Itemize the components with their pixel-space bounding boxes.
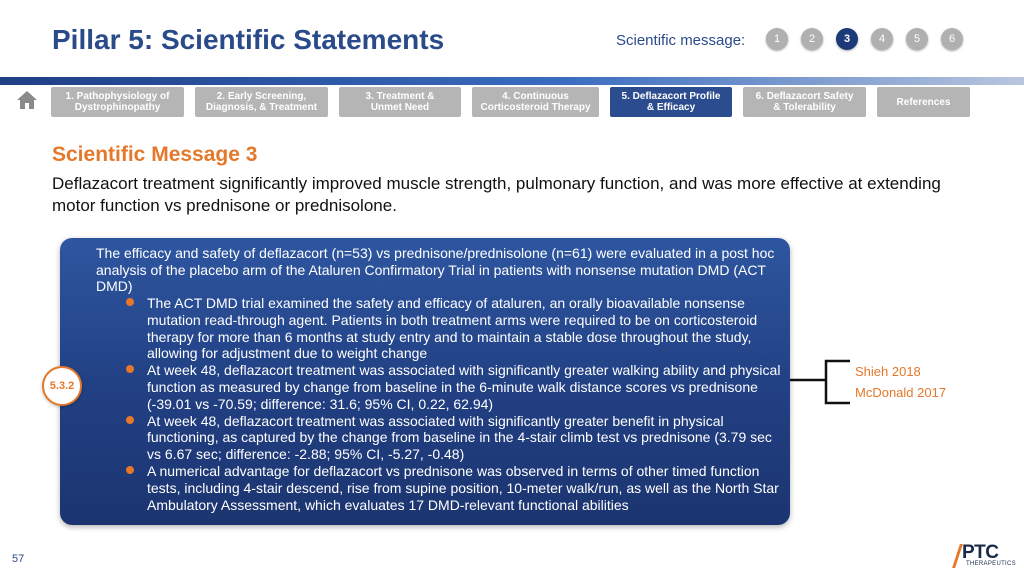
tab-label: 3. Treatment & Unmet Need (365, 91, 435, 113)
bullet-text: At week 48, deflazacort treatment was associated with significantly greater walking ability and physical function as measured by change from baseline in the 6-minute walk distance scores vs prednisone (-39.01 vs -70.59; difference: 31.6; 95% CI, 0.22, 62.94) (147, 362, 781, 412)
reference-link-shieh[interactable]: Shieh 2018 (855, 364, 921, 379)
scientific-message-heading: Scientific Message 3 (52, 143, 258, 166)
tab-label: 1. Pathophysiology of Dystrophinopathy (65, 91, 170, 113)
bullet-text: A numerical advantage for deflazacort vs prednisone was observed in terms of other timed function tests, including 4-stair descend, rise from supine position, 10-meter walk/run, as well as the North Star Ambulatory Assessment, which evaluates 17 DMD-relevant functional abilities (147, 462, 779, 513)
tab-label: 2. Early Screening, Diagnosis, & Treatment (205, 91, 318, 113)
list-item (126, 362, 786, 412)
tab-deflazacort-profile[interactable] (610, 87, 732, 117)
tab-treatment-unmet-need[interactable] (339, 87, 461, 117)
reference-link-mcdonald[interactable]: McDonald 2017 (855, 385, 947, 400)
tab-pathophysiology[interactable] (51, 87, 184, 117)
header-divider-bar (0, 77, 1024, 85)
message-3-button[interactable]: 3 (836, 28, 858, 50)
message-4-button[interactable]: 4 (871, 28, 893, 50)
message-1-button[interactable]: 1 (766, 28, 788, 50)
list-item (126, 295, 786, 362)
reference-bracket-icon (790, 355, 850, 411)
scientific-statement: Deflazacort treatment significantly improved muscle strength, pulmonary function, and was more effective at extending motor function vs prednisone or prednisolone. (52, 174, 941, 215)
logo-text: PTC (962, 542, 999, 563)
page-title: Pillar 5: Scientific Statements (52, 24, 445, 55)
bullet-text: The ACT DMD trial examined the safety and efficacy of ataluren, an orally bioavailable nonsense mutation read-through agent. Patients in both treatment arms were required to be on corticosteroid therapy for more than 6 months at study entry and to maintain a stable dose throughout the study, allowing for adjustment due to weight change (147, 295, 758, 362)
tab-references[interactable] (877, 87, 970, 117)
ptc-logo (956, 542, 1018, 570)
page-number: 57 (12, 553, 25, 565)
tab-early-screening[interactable] (195, 87, 328, 117)
message-selector (766, 28, 963, 50)
tab-continuous-corticosteroid[interactable] (472, 87, 599, 117)
logo-subtext: THERAPEUTICS (966, 561, 1016, 567)
tab-label: 5. Deflazacort Profile & Efficacy (621, 91, 721, 113)
scientific-message-label: Scientific message: (616, 32, 746, 49)
message-6-button[interactable]: 6 (941, 28, 963, 50)
message-5-button[interactable]: 5 (906, 28, 928, 50)
list-item (126, 463, 786, 513)
bullet-dot-icon (126, 466, 134, 474)
home-icon[interactable] (16, 89, 38, 111)
tab-label: 4. Continuous Corticosteroid Therapy (480, 91, 591, 113)
evidence-bullets (126, 295, 786, 513)
evidence-panel (60, 238, 790, 525)
bullet-dot-icon (126, 298, 134, 306)
bullet-dot-icon (126, 365, 134, 373)
message-2-button[interactable]: 2 (801, 28, 823, 50)
tab-deflazacort-safety[interactable] (743, 87, 866, 117)
bullet-text: At week 48, deflazacort treatment was associated with significantly greater benefit in physical functioning, as captured by the change from baseline in the 4-stair climb test vs prednisone (3.79 sec vs 6.67 sec; difference: -2.88; 95% CI, -5.27, -0.48) (147, 412, 772, 463)
bullet-dot-icon (126, 416, 134, 424)
evidence-intro: The efficacy and safety of deflazacort (n=53) vs prednisone/prednisolone (n=61) were evaluated in a post hoc analysis of the placebo arm of the Ataluren Confirmatory Trial in patients with nonsense mutation DMD (ACT DMD) (96, 245, 775, 295)
tab-label: 6. Deflazacort Safety & Tolerability (755, 91, 854, 113)
statement-number-badge: 5.3.2 (42, 366, 82, 406)
list-item (126, 413, 786, 463)
tab-label: References (896, 96, 951, 108)
